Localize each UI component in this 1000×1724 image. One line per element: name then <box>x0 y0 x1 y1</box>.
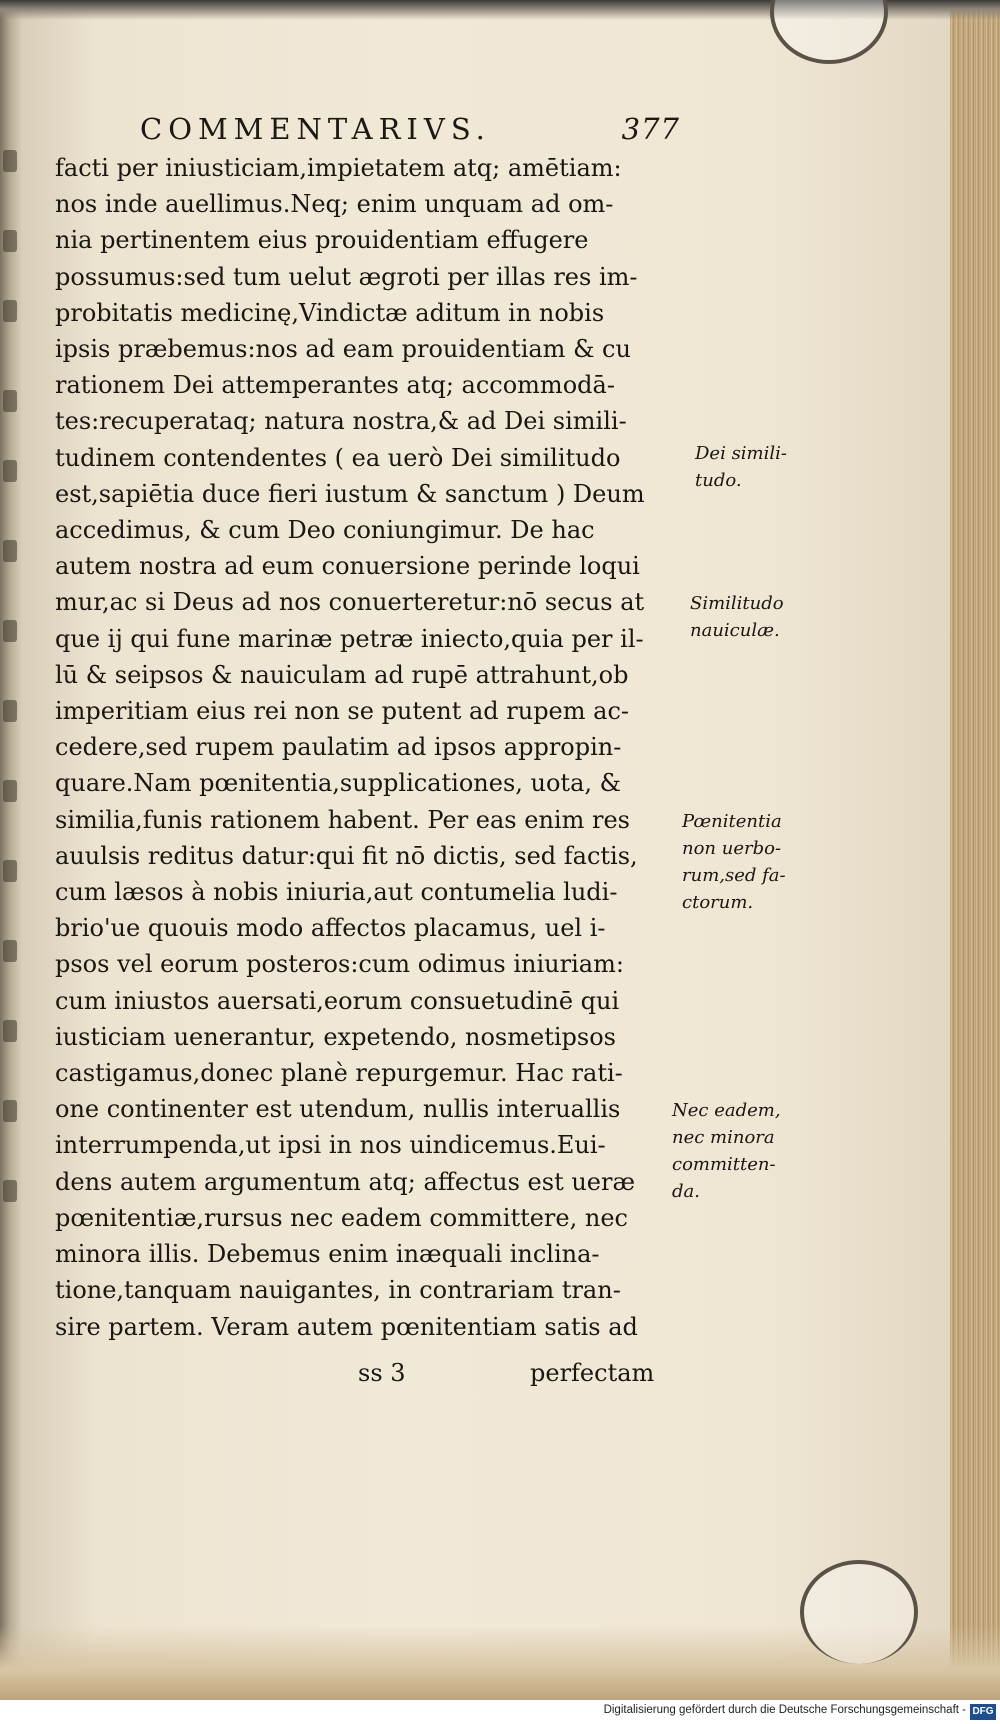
adjacent-text-fragment <box>3 1100 17 1122</box>
adjacent-text-fragment <box>3 780 17 802</box>
adjacent-text-fragment <box>3 150 17 172</box>
adjacent-page-strip <box>0 0 22 1724</box>
dfg-logo: DFG <box>970 1704 996 1720</box>
text-line: quare.Nam pœnitentia,supplicationes, uota, & <box>55 769 622 798</box>
adjacent-text-fragment <box>3 1020 17 1042</box>
margin-note-line: ctorum. <box>682 892 754 913</box>
margin-note-line: rum,sed fa- <box>682 865 786 886</box>
text-line: rationem Dei attemperantes atq; accommodā- <box>55 371 615 400</box>
text-line: nia pertinentem eius prouidentiam effugere <box>55 226 589 255</box>
page-clip-bottom <box>800 1560 918 1664</box>
text-line: facti per iniusticiam,impietatem atq; amētiam: <box>55 154 622 182</box>
margin-note-poenitentia <box>682 808 786 916</box>
text-line: ipsis præbemus:nos ad eam prouidentiam & cu <box>55 335 631 364</box>
text-line: cedere,sed rupem paulatim ad ipsos appropin- <box>55 733 622 762</box>
adjacent-text-fragment <box>3 860 17 882</box>
body-text <box>55 150 677 1345</box>
text-line: sire partem. Veram autem pœnitentiam satis ad <box>55 1312 638 1341</box>
text-line: accedimus, & cum Deo coniungimur. De hac <box>55 516 595 545</box>
page-number: 377 <box>621 112 680 146</box>
margin-note-line: da. <box>672 1181 700 1202</box>
text-line: tione,tanquam nauigantes, in contrariam tran- <box>55 1276 621 1305</box>
adjacent-text-fragment <box>3 540 17 562</box>
text-line: possumus:sed tum uelut ægroti per illas res im- <box>55 262 638 291</box>
margin-note-dei-similitudo <box>695 440 787 494</box>
signature-mark: ss 3 <box>358 1359 406 1387</box>
margin-note-line: Dei simili- <box>695 443 787 464</box>
margin-note-line: committen- <box>672 1154 776 1175</box>
text-line: minora illis. Debemus enim inæquali inclina- <box>55 1240 600 1269</box>
text-line: iusticiam uenerantur, expetendo, nosmetipsos <box>55 1022 616 1051</box>
text-line: que ij qui fune marinæ petræ iniecto,quia per il- <box>55 624 644 653</box>
margin-note-similitudo-nauiculae <box>690 590 784 644</box>
margin-note-line: Pœnitentia <box>682 811 782 832</box>
adjacent-text-fragment <box>3 460 17 482</box>
text-line: interrumpenda,ut ipsi in nos uindicemus.Eui- <box>55 1131 606 1160</box>
text-line: lū & seipsos & nauiculam ad rupē attrahunt,ob <box>55 660 629 689</box>
attribution-text: Digitalisierung gefördert durch die Deutsche Forschungsgemeinschaft - <box>603 1704 966 1716</box>
adjacent-text-fragment <box>3 940 17 962</box>
book-edge <box>950 0 1000 1724</box>
margin-note-line: nec minora <box>672 1127 775 1148</box>
margin-note-line: tudo. <box>695 470 742 491</box>
running-title: COMMENTARIVS. <box>140 112 491 146</box>
text-line: one continenter est utendum, nullis interuallis <box>55 1095 621 1124</box>
text-line: cum iniustos auersati,eorum consuetudinē qui <box>55 986 620 1015</box>
margin-note-line: nauiculæ. <box>690 620 780 641</box>
text-line: auulsis reditus datur:qui fit nō dictis, sed factis, <box>55 841 638 870</box>
text-line: nos inde auellimus.Neq; enim unquam ad om- <box>55 190 614 219</box>
text-line: tudinem contendentes ( ea uerò Dei similitudo <box>55 443 621 472</box>
text-line: similia,funis rationem habent. Per eas enim res <box>55 805 630 834</box>
text-line: castigamus,donec planè repurgemur. Hac rati- <box>55 1059 623 1088</box>
catchword: perfectam <box>530 1359 655 1387</box>
text-line: probitatis medicinę,Vindictæ aditum in nobis <box>55 298 605 327</box>
text-line: brio'ue quouis modo affectos placamus, uel i- <box>55 914 606 943</box>
margin-note-line: Nec eadem, <box>672 1100 781 1121</box>
running-head <box>140 112 680 152</box>
text-line: dens autem argumentum atq; affectus est ueræ <box>55 1167 636 1196</box>
text-line: tes:recuperataq; natura nostra,& ad Dei simili- <box>55 407 627 436</box>
text-line: cum læsos à nobis iniuria,aut contumelia ludi- <box>55 878 618 907</box>
text-line: autem nostra ad eum conuersione perinde loqui <box>55 552 640 581</box>
text-line: imperitiam eius rei non se putent ad rupem ac- <box>55 697 630 726</box>
margin-note-line: non uerbo- <box>682 838 782 859</box>
margin-note-line: Similitudo <box>690 593 784 614</box>
adjacent-text-fragment <box>3 300 17 322</box>
text-line: pœnitentiæ,rursus nec eadem committere, nec <box>55 1203 628 1232</box>
text-line: psos vel eorum posteros:cum odimus iniuriam: <box>55 950 624 979</box>
adjacent-text-fragment <box>3 390 17 412</box>
adjacent-text-fragment <box>3 230 17 252</box>
text-line: est,sapiētia duce fieri iustum & sanctum ) Deum <box>55 479 645 508</box>
adjacent-text-fragment <box>3 620 17 642</box>
adjacent-text-fragment <box>3 700 17 722</box>
attribution-bar <box>0 1700 1000 1724</box>
margin-note-nec-eadem <box>672 1097 781 1205</box>
adjacent-text-fragment <box>3 1180 17 1202</box>
text-line: mur,ac si Deus ad nos conuerteretur:nō secus at <box>55 588 645 617</box>
